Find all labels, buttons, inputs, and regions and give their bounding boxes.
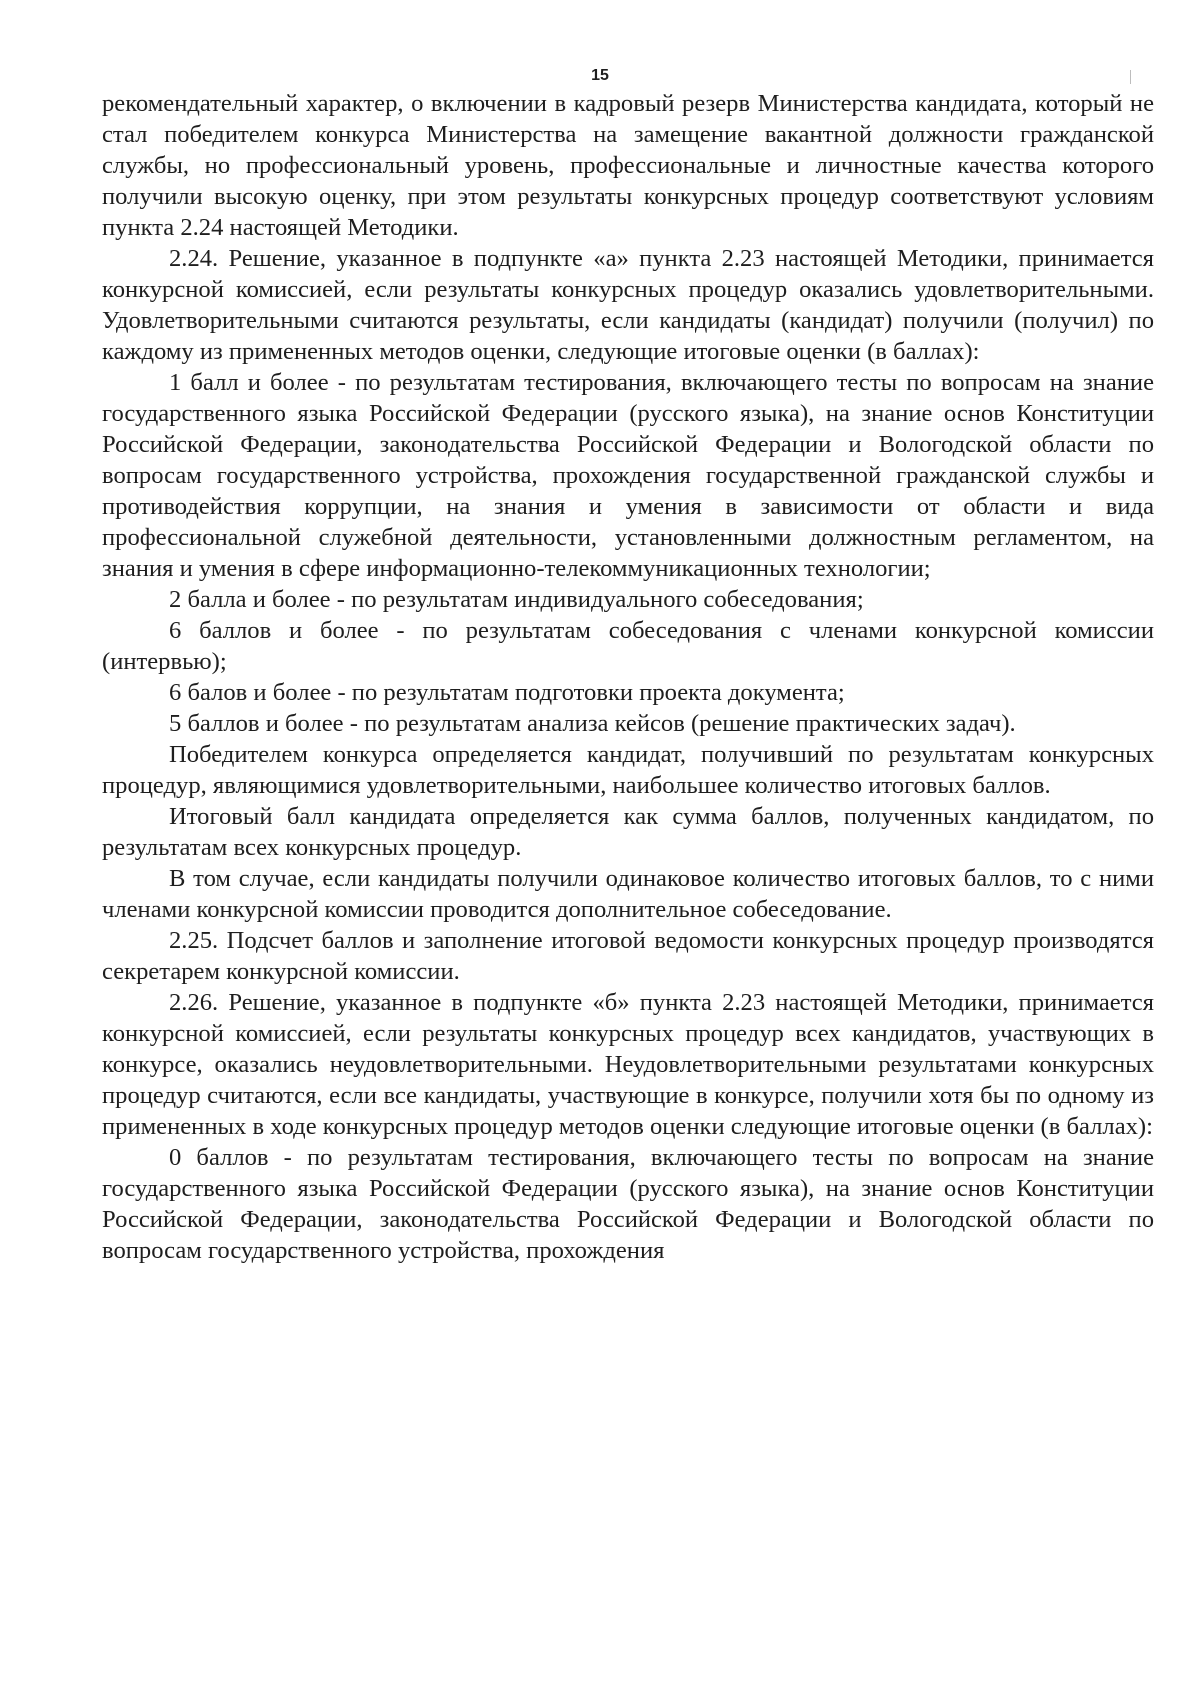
paragraph: 2 балла и более - по результатам индивидуального собеседования;: [169, 586, 864, 613]
document-body: [102, 88, 1154, 1266]
paragraph: 6 баллов и более - по результатам собеседования с членами конкурсной комиссии (интервью);: [102, 617, 1154, 675]
paragraph: 2.24. Решение, указанное в подпункте «а» пункта 2.23 настоящей Методики, принимается конкурсной комиссией, если результаты конкурсных процедур оказались удовлетворительными. Удовлетворительными считаются результаты, если кандидаты (кандидат) получили (получил) по каждому из примененных методов оценки, следующие итоговые оценки (в баллах):: [102, 245, 1154, 365]
scan-edge-mark: [1130, 70, 1131, 84]
paragraph: 5 баллов и более - по результатам анализа кейсов (решение практических задач).: [169, 710, 1016, 737]
paragraph: 1 балл и более - по результатам тестирования, включающего тесты по вопросам на знание государственного языка Российской Федерации (русского языка), на знание основ Конституции Российской Федерации, законодательства Российской Федерации и Вологодской области по вопросам государственного устройства, прохождения государственной гражданской службы и противодействия коррупции, на знания и умения в зависимости от области и вида профессиональной служебной деятельности, установленными должностным регламентом, на знания и умения в сфере информационно-телекоммуникационных технологии;: [102, 369, 1154, 582]
paragraph: рекомендательный характер, о включении в кадровый резерв Министерства кандидата, который не стал победителем конкурса Министерства на замещение вакантной должности гражданской службы, но профессиональный уровень, профессиональные и личностные качества которого получили высокую оценку, при этом результаты конкурсных процедур соответствуют условиям пункта 2.24 настоящей Методики.: [102, 90, 1154, 241]
paragraph: Итоговый балл кандидата определяется как сумма баллов, полученных кандидатом, по результатам всех конкурсных процедур.: [102, 803, 1154, 861]
paragraph: 2.25. Подсчет баллов и заполнение итоговой ведомости конкурсных процедур производятся секретарем конкурсной комиссии.: [102, 927, 1154, 985]
page-number: 15: [591, 67, 609, 84]
paragraph: 0 баллов - по результатам тестирования, включающего тесты по вопросам на знание государственного языка Российской Федерации (русского языка), на знание основ Конституции Российской Федерации, законодательства Российской Федерации и Вологодской области по вопросам государственного устройства, прохождения: [102, 1144, 1154, 1264]
paragraph: Победителем конкурса определяется кандидат, получивший по результатам конкурсных процедур, являющимися удовлетворительными, наибольшее количество итоговых баллов.: [102, 741, 1154, 799]
paragraph: В том случае, если кандидаты получили одинаковое количество итоговых баллов, то с ними членами конкурсной комиссии проводится дополнительное собеседование.: [102, 865, 1154, 923]
paragraph: 2.26. Решение, указанное в подпункте «б» пункта 2.23 настоящей Методики, принимается конкурсной комиссией, если результаты конкурсных процедур всех кандидатов, участвующих в конкурсе, оказались неудовлетворительными. Неудовлетворительными результатами конкурсных процедур считаются, если все кандидаты, участвующие в конкурсе, получили хотя бы по одному из примененных в ходе конкурсных процедур методов оценки следующие итоговые оценки (в баллах):: [102, 989, 1154, 1140]
paragraph: 6 балов и более - по результатам подготовки проекта документа;: [169, 679, 845, 706]
